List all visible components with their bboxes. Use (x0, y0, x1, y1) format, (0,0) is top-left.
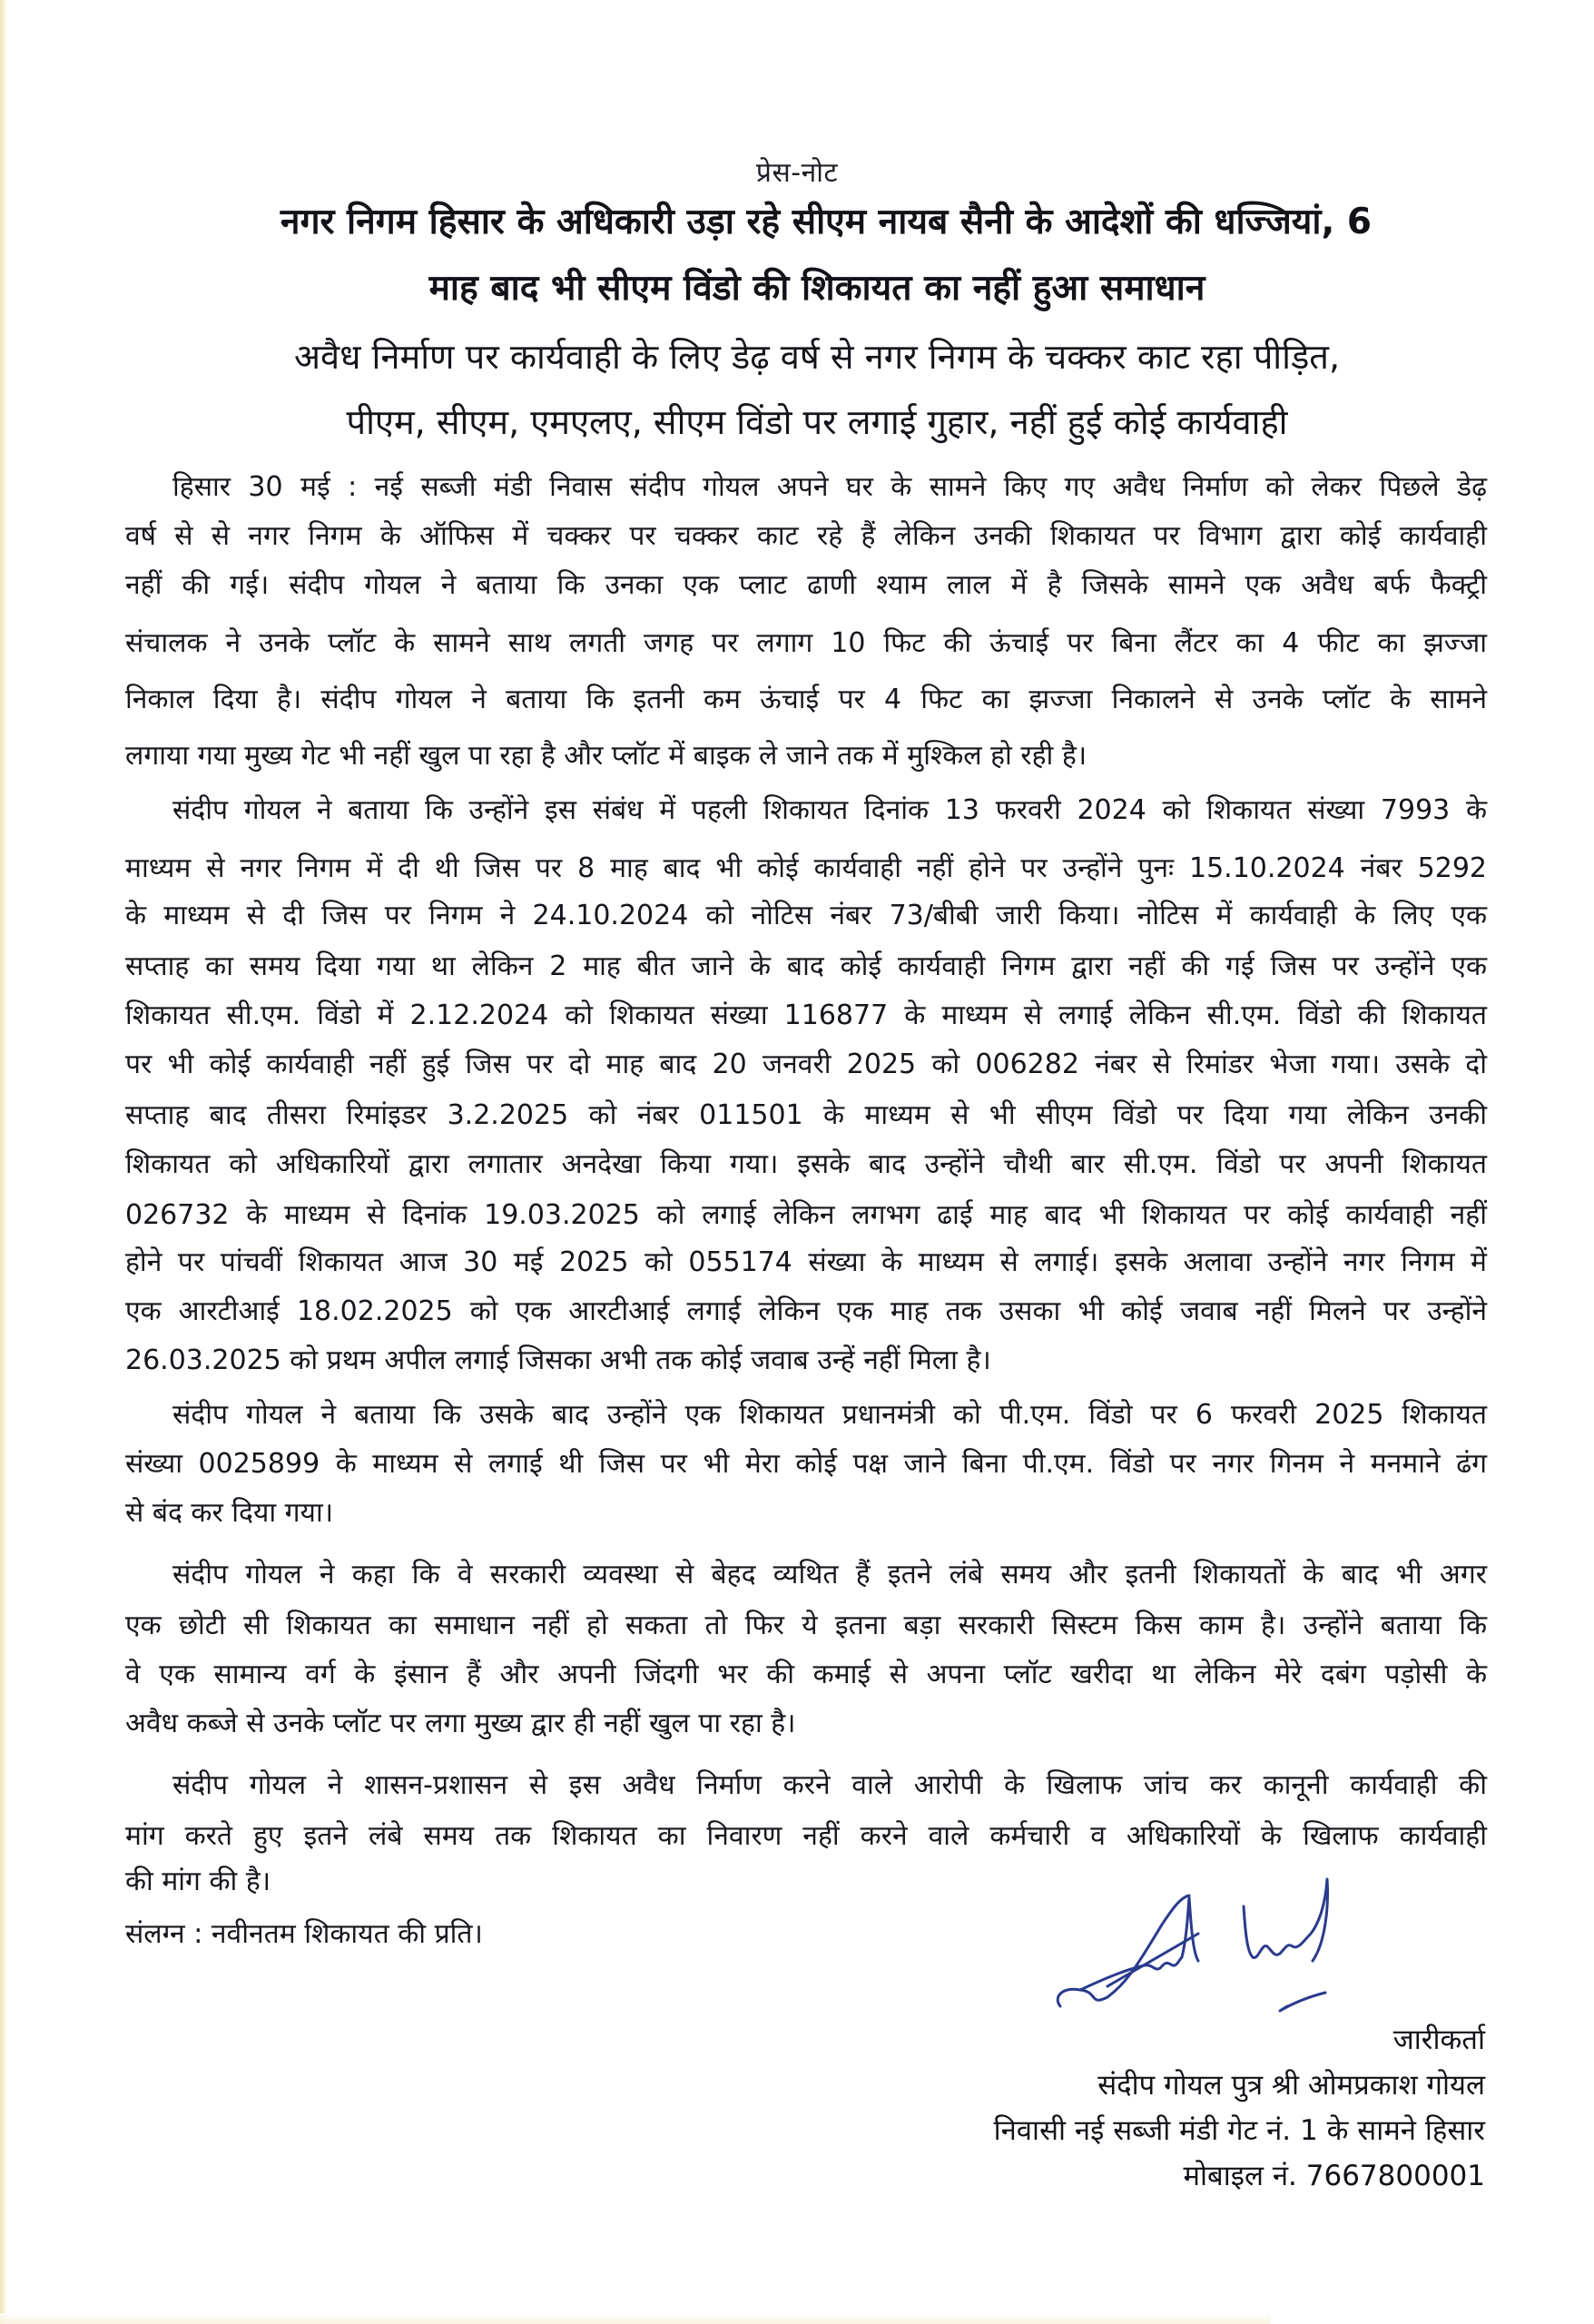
paragraph-line: पर भी कोई कार्यवाही नहीं हुई जिस पर दो माह बाद 20 जनवरी 2025 को 006282 नंबर से रिमांडर भेजा गया। उसके दो (125, 1049, 1487, 1080)
paragraph-line: सप्ताह बाद तीसरा रिमांइडर 3.2.2025 को नंबर 011501 के माध्यम से भी सीएम विंडो पर दिया गया लेकिन उनकी (125, 1099, 1487, 1131)
paragraph-line: के माध्यम से दी जिस पर निगम ने 24.10.2024 को नोटिस नंबर 73/बीबी जारी किया। नोटिस में कार्यवाही के लिए एक (125, 900, 1487, 931)
paragraph-line: वे एक सामान्य वर्ग के इंसान हैं और अपनी जिंदगी भर की कमाई से अपना प्लॉट खरीदा था लेकिन मेरे दबंग पड़ोसी के (125, 1659, 1487, 1690)
paragraph-line: नहीं की गई। संदीप गोयल ने बताया कि उनका एक प्लाट ढाणी श्याम लाल में है जिसके सामने एक अवैध बर्फ फैक्ट्री (125, 569, 1487, 601)
paragraph-line: संचालक ने उनके प्लॉट के सामने साथ लगती जगह पर लगाग 10 फिट की ऊंचाई पर बिना लैंटर का 4 फीट का झज्जा (125, 627, 1487, 659)
enclosure-note: संलग्न : नवीनतम शिकायत की प्रति। (125, 1918, 483, 1950)
handwritten-signature (1053, 1870, 1434, 2015)
issuer-label: जारीकर्ता (1392, 2024, 1485, 2056)
paragraph-line: अवैध कब्जे से उनके प्लॉट पर लगा मुख्य द्वार ही नहीं खुल पा रहा है। (125, 1708, 796, 1739)
subheadline-line-1: अवैध निर्माण पर कार्यवाही के लिए डेढ़ वर्ष से नगर निगम के चक्कर काट रहा पीड़ित, (293, 337, 1341, 377)
issuer-mobile: मोबाइल नं. 7667800001 (1183, 2160, 1485, 2192)
paragraph-line: संदीप गोयल ने बताया कि उसके बाद उन्होंने एक शिकायत प्रधानमंत्री को पी.एम. विंडो पर 6 फरवरी 2025 शिकायत (172, 1399, 1487, 1431)
paragraph-line: एक आरटीआई 18.02.2025 को एक आरटीआई लगाई लेकिन एक माह तक उसका भी कोई जवाब नहीं मिलने पर उन्होंने (125, 1295, 1487, 1327)
paragraph-line: सप्ताह का समय दिया गया था लेकिन 2 माह बीत जाने के बाद कोई कार्यवाही निगम द्वारा नहीं की गई जिस पर उन्होंने एक (125, 950, 1487, 982)
paragraph-line: शिकायत को अधिकारियों द्वारा लगातार अनदेखा किया गया। इसके बाद उन्होंने चौथी बार सी.एम. विंडो पर अपनी शिकायत (125, 1148, 1487, 1180)
paragraph-line: होने पर पांचवीं शिकायत आज 30 मई 2025 को 055174 संख्या के माध्यम से लगाई। इसके अलावा उन्होंने नगर निगम में (125, 1246, 1487, 1278)
paragraph-line: एक छोटी सी शिकायत का समाधान नहीं हो सकता तो फिर ये इतना बड़ा सरकारी सिस्टम किस काम है। उन्होंने बताया कि (125, 1610, 1487, 1641)
paragraph-line: हिसार 30 मई : नई सब्जी मंडी निवास संदीप गोयल अपने घर के सामने किए गए अवैध निर्माण को लेकर पिछले डेढ़ (172, 471, 1487, 503)
paragraph-line: निकाल दिया है। संदीप गोयल ने बताया कि इतनी कम ऊंचाई पर 4 फिट का झज्जा निकालने से उनके प्लॉट के सामने (125, 684, 1487, 715)
paragraph-line: से बंद कर दिया गया। (125, 1497, 334, 1529)
paragraph-line: 026732 के माध्यम से दिनांक 19.03.2025 को लगाई लेकिन लगभग ढाई माह बाद भी शिकायत पर कोई कार्यवाही नहीं (125, 1199, 1487, 1231)
subheadline-line-2: पीएम, सीएम, एमएलए, सीएम विंडो पर लगाई गुहार, नहीं हुई कोई कार्यवाही (346, 402, 1288, 442)
paragraph-line: लगाया गया मुख्य गेट भी नहीं खुल पा रहा है और प्लॉट में बाइक ले जाने तक में मुश्किल हो रही है। (125, 740, 1087, 772)
paragraph-line: माध्यम से नगर निगम में दी थी जिस पर 8 माह बाद भी कोई कार्यवाही नहीं होने पर उन्होंने पुनः 15.10.2024 नंबर 5292 (125, 852, 1487, 884)
paragraph-line: संदीप गोयल ने शासन-प्रशासन से इस अवैध निर्माण करने वाले आरोपी के खिलाफ जांच कर कानूनी कार्यवाही की (172, 1769, 1487, 1801)
issuer-name: संदीप गोयल पुत्र श्री ओमप्रकाश गोयल (1097, 2069, 1485, 2102)
paragraph-line: की मांग की है। (125, 1866, 271, 1897)
issuer-address: निवासी नई सब्जी मंडी गेट नं. 1 के सामने हिसार (993, 2114, 1485, 2147)
paragraph-line: संख्या 0025899 के माध्यम से लगाई थी जिस पर भी मेरा कोई पक्ष जाने बिना पी.एम. विंडो पर नगर गिनम ने मनमाने ढंग (125, 1448, 1487, 1480)
paragraph-line: संदीप गोयल ने बताया कि उन्होंने इस संबंध में पहली शिकायत दिनांक 13 फरवरी 2024 को शिकायत संख्या 7993 के (172, 794, 1487, 826)
document-kicker: प्रेस-नोट (755, 157, 839, 189)
paragraph-line: 26.03.2025 को प्रथम अपील लगाई जिसका अभी तक कोई जवाब उन्हें नहीं मिला है। (125, 1344, 991, 1376)
paragraph-line: मांग करते हुए इतने लंबे समय तक शिकायत का निवारण नहीं करने वाले कर्मचारी व अधिकारियों के खिलाफ कार्यवाही (125, 1820, 1487, 1852)
paragraph-line: शिकायत सी.एम. विंडो में 2.12.2024 को शिकायत संख्या 116877 के माध्यम से लगाई लेकिन सी.एम. विंडो की शिकायत (125, 1000, 1487, 1031)
headline-line-1: नगर निगम हिसार के अधिकारी उड़ा रहे सीएम नायब सैनी के आदेशों की धज्जियां, 6 (280, 202, 1373, 242)
paragraph-line: संदीप गोयल ने कहा कि वे सरकारी व्यवस्था से बेहद व्यथित हैं इतने लंबे समय और इतनी शिकायतों के बाद भी अगर (172, 1559, 1487, 1590)
headline-line-2: माह बाद भी सीएम विंडो की शिकायत का नहीं हुआ समाधान (428, 268, 1205, 309)
paragraph-line: वर्ष से से नगर निगम के ऑफिस में चक्कर पर चक्कर काट रहे हैं लेकिन उनकी शिकायत पर विभाग द्वारा कोई कार्यवाही (125, 520, 1487, 552)
